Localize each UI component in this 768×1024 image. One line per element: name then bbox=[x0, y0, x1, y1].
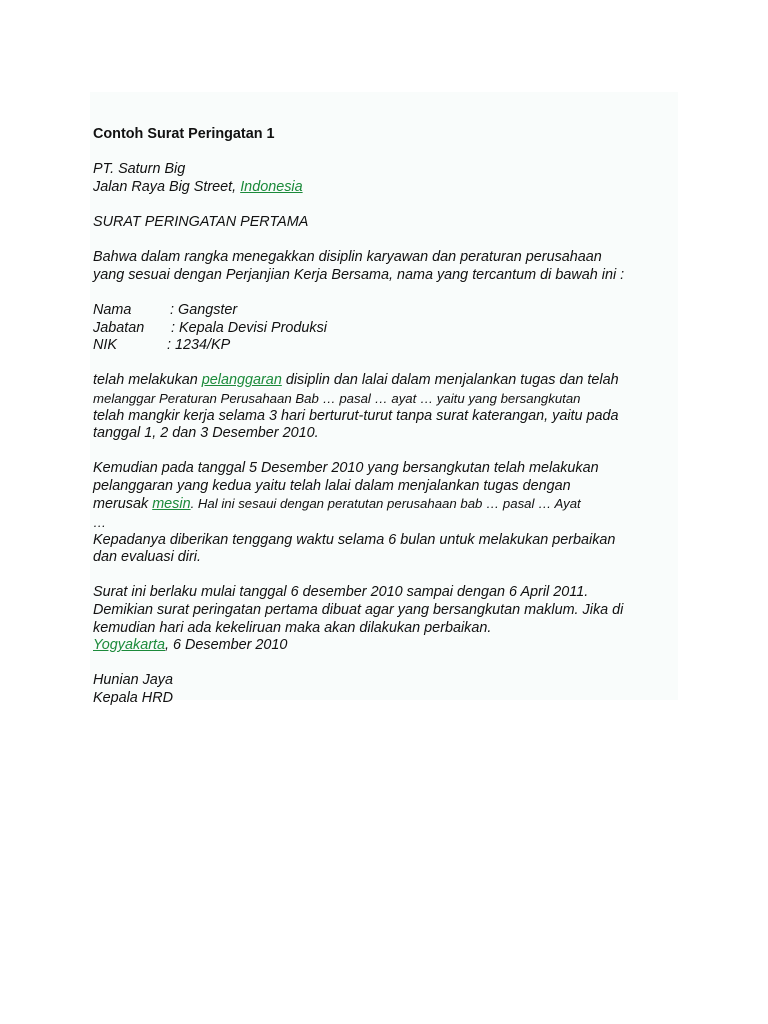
signatory-name: Hunian Jaya bbox=[93, 672, 173, 689]
p2-line-6: dan evaluasi diri. bbox=[93, 549, 201, 566]
company-name: PT. Saturn Big bbox=[93, 161, 186, 178]
field-name-value: : Gangster bbox=[170, 301, 238, 318]
p1-line-4: tanggal 1, 2 dan 3 Desember 2010. bbox=[93, 425, 319, 442]
p2-line-1: Kemudian pada tanggal 5 Desember 2010 yang bersangkutan telah melakukan bbox=[93, 460, 599, 477]
machine-link[interactable]: mesin bbox=[152, 496, 191, 513]
p1-line-2: melanggar Peraturan Perusahaan Bab … pasal … ayat … yaitu yang bersangkutan bbox=[93, 390, 581, 406]
p1-line-3: telah mangkir kerja selama 3 hari berturut-turut tanpa surat katerangan, yaitu pada bbox=[93, 407, 619, 424]
field-nik-value: : 1234/KP bbox=[167, 337, 231, 354]
p2-post-text: . Hal ini sesaui dengan peratutan perusahaan bab … pasal … Ayat bbox=[190, 496, 581, 512]
company-address bbox=[93, 179, 683, 197]
signatory-role: Kepala HRD bbox=[93, 690, 173, 706]
place-link[interactable]: Yogyakarta bbox=[93, 637, 166, 654]
field-position-value: : Kepala Devisi Produksi bbox=[171, 319, 327, 336]
field-position bbox=[93, 320, 683, 338]
p2-line-3 bbox=[93, 495, 683, 514]
letter-date: , 6 Desember 2010 bbox=[165, 637, 288, 654]
document-title: Contoh Surat Peringatan 1 bbox=[93, 126, 275, 142]
address-link[interactable]: Indonesia bbox=[240, 178, 303, 195]
field-position-label: Jabatan bbox=[93, 319, 145, 336]
place-date bbox=[93, 637, 683, 655]
p3-line-3: kemudian hari ada kekeliruan maka akan dilakukan perbaikan. bbox=[93, 619, 492, 636]
intro-line-1: Bahwa dalam rangka menegakkan disiplin karyawan dan peraturan perusahaan bbox=[93, 249, 602, 266]
p2-line-5: Kepadanya diberikan tenggang waktu selama 6 bulan untuk melakukan perbaikan bbox=[93, 531, 616, 548]
violation-link[interactable]: pelanggaran bbox=[201, 372, 282, 389]
field-name bbox=[93, 302, 683, 320]
p2-pre-text: merusak bbox=[93, 496, 153, 513]
intro-line-2: yang sesuai dengan Perjanjian Kerja Bersama, nama yang tercantum di bawah ini : bbox=[93, 266, 625, 283]
p1-pre-text: telah melakukan bbox=[93, 372, 202, 389]
field-nik-label: NIK bbox=[93, 337, 117, 354]
address-text: Jalan Raya Big Street, bbox=[93, 178, 241, 195]
p1-line-1 bbox=[93, 372, 683, 390]
p3-line-2: Demikian surat peringatan pertama dibuat agar yang bersangkutan maklum. Jika di bbox=[93, 602, 624, 619]
field-name-label: Nama bbox=[93, 301, 132, 318]
p3-line-1: Surat ini berlaku mulai tanggal 6 desember 2010 sampai dengan 6 April 2011. bbox=[93, 584, 589, 601]
p1-post-text: disiplin dan lalai dalam menjalankan tugas dan telah bbox=[281, 372, 619, 389]
p2-line-2: pelanggaran yang kedua yaitu telah lalai dalam menjalankan tugas dengan bbox=[93, 477, 571, 494]
p2-line-4: … bbox=[93, 515, 107, 531]
letter-heading: SURAT PERINGATAN PERTAMA bbox=[93, 213, 309, 230]
field-nik bbox=[93, 337, 683, 355]
letter-document bbox=[93, 126, 683, 708]
